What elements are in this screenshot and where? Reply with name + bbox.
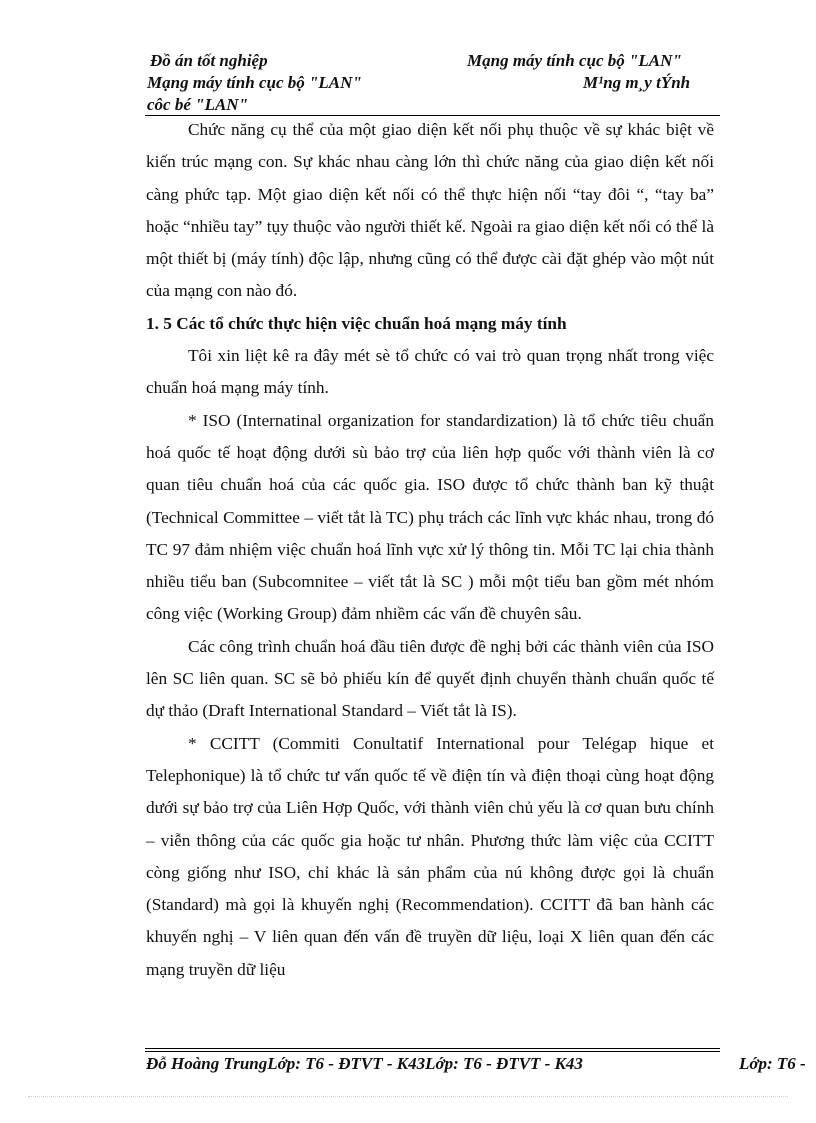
footer-divider-bottom — [145, 1051, 720, 1052]
paragraph: Chức năng cụ thể của một giao diện kết nối phụ thuộc về sự khác biệt về kiến trúc mạng con. Sự khác nhau càng lớn thì chức năng của giao diện kết nối càng phức tạp. Một giao diện kết nối có thể thực hiện nối “tay đôi “, “tay ba” hoặc “nhiều tay” tụy thuộc vào người thiết kế. Ngoài ra giao diện kết nối có thể là một thiết bị (máy tính) độc lập, nhưng cũng có thể được cài đặt ghép vào một nút của mạng con nào đó. — [146, 120, 714, 301]
paragraph: * ISO (Internatinal organization for standardization) là tổ chức tiêu chuẩn hoá quốc tế hoạt động dưới sù bảo trợ của liên hợp quốc với thành viên là cơ quan tiêu chuẩn hoá của các quốc gia. ISO được tổ chức thành ban kỹ thuật (Technical Committee – viết tắt là TC) phụ trách các lĩnh vực khác nhau, trong đó TC 97 đảm nhiệm việc chuẩn hoá lĩnh vực xử lý thông tin. Mỗi TC lại chia thành nhiều tiểu ban (Subcomnitee – viết tắt là SC ) mỗi một tiểu ban gồm mét nhóm công việc (Working Group) đảm nhiềm các vấn đề chuyên sâu. — [146, 410, 714, 624]
footer-author-class: Đỗ Hoàng TrungLớp: T6 - ĐTVT - K43Lớp: T6 - ĐTVT - K43 — [146, 1054, 583, 1073]
page-bottom-dotted-line — [28, 1096, 788, 1097]
document-body — [146, 114, 714, 986]
header-title-left: Đồ án tốt nghiệp — [150, 51, 268, 70]
section-heading: 1. 5 Các tổ chức thực hiện việc chuẩn hoá mạng máy tính — [146, 313, 567, 333]
paragraph: Tôi xin liệt kê ra đây mét sè tổ chức có vai trò quan trọng nhất trong việc chuẩn hoá mạng máy tính. — [146, 346, 714, 398]
paragraph: * CCITT (Commiti Conultatif International pour Telégap hique et Telephonique) là tổ chức tư vấn quốc tế về điện tín và điện thoại cùng hoạt động dưới sự bảo trợ của Liên Hợp Quốc, với thành viên chủ yếu là cơ quan bưu chính – viễn thông của các quốc gia hoặc tư nhân. Phương thức làm việc của CCITT còng giống như ISO, chỉ khác là sản phẩm của nú không được gọi là chuẩn (Standard) mà gọi là khuyến nghị (Recommendation). CCITT đã ban hành các khuyến nghị – V liên quan đến vấn đề truyền dữ liệu, loại X liên quan đến các mạng truyền dữ liệu — [146, 733, 714, 979]
footer-class-right: Lớp: T6 - — [739, 1054, 806, 1073]
footer-divider-top — [145, 1048, 720, 1049]
header-subtitle-line3: côc bé "LAN" — [147, 95, 249, 114]
header-subtitle-left: Mạng máy tính cục bộ "LAN" — [147, 73, 362, 92]
header-subtitle-right: M¹ng m¸y tÝnh — [583, 73, 691, 92]
paragraph: Các công trình chuẩn hoá đầu tiên được đề nghị bởi các thành viên của ISO lên SC liên quan. SC sẽ bỏ phiếu kín để quyết định chuyển thành chuẩn quốc tế dự thảo (Draft International Standard – Viết tắt là IS). — [146, 636, 714, 721]
header-title-right: Mạng máy tính cục bộ "LAN" — [467, 51, 682, 70]
